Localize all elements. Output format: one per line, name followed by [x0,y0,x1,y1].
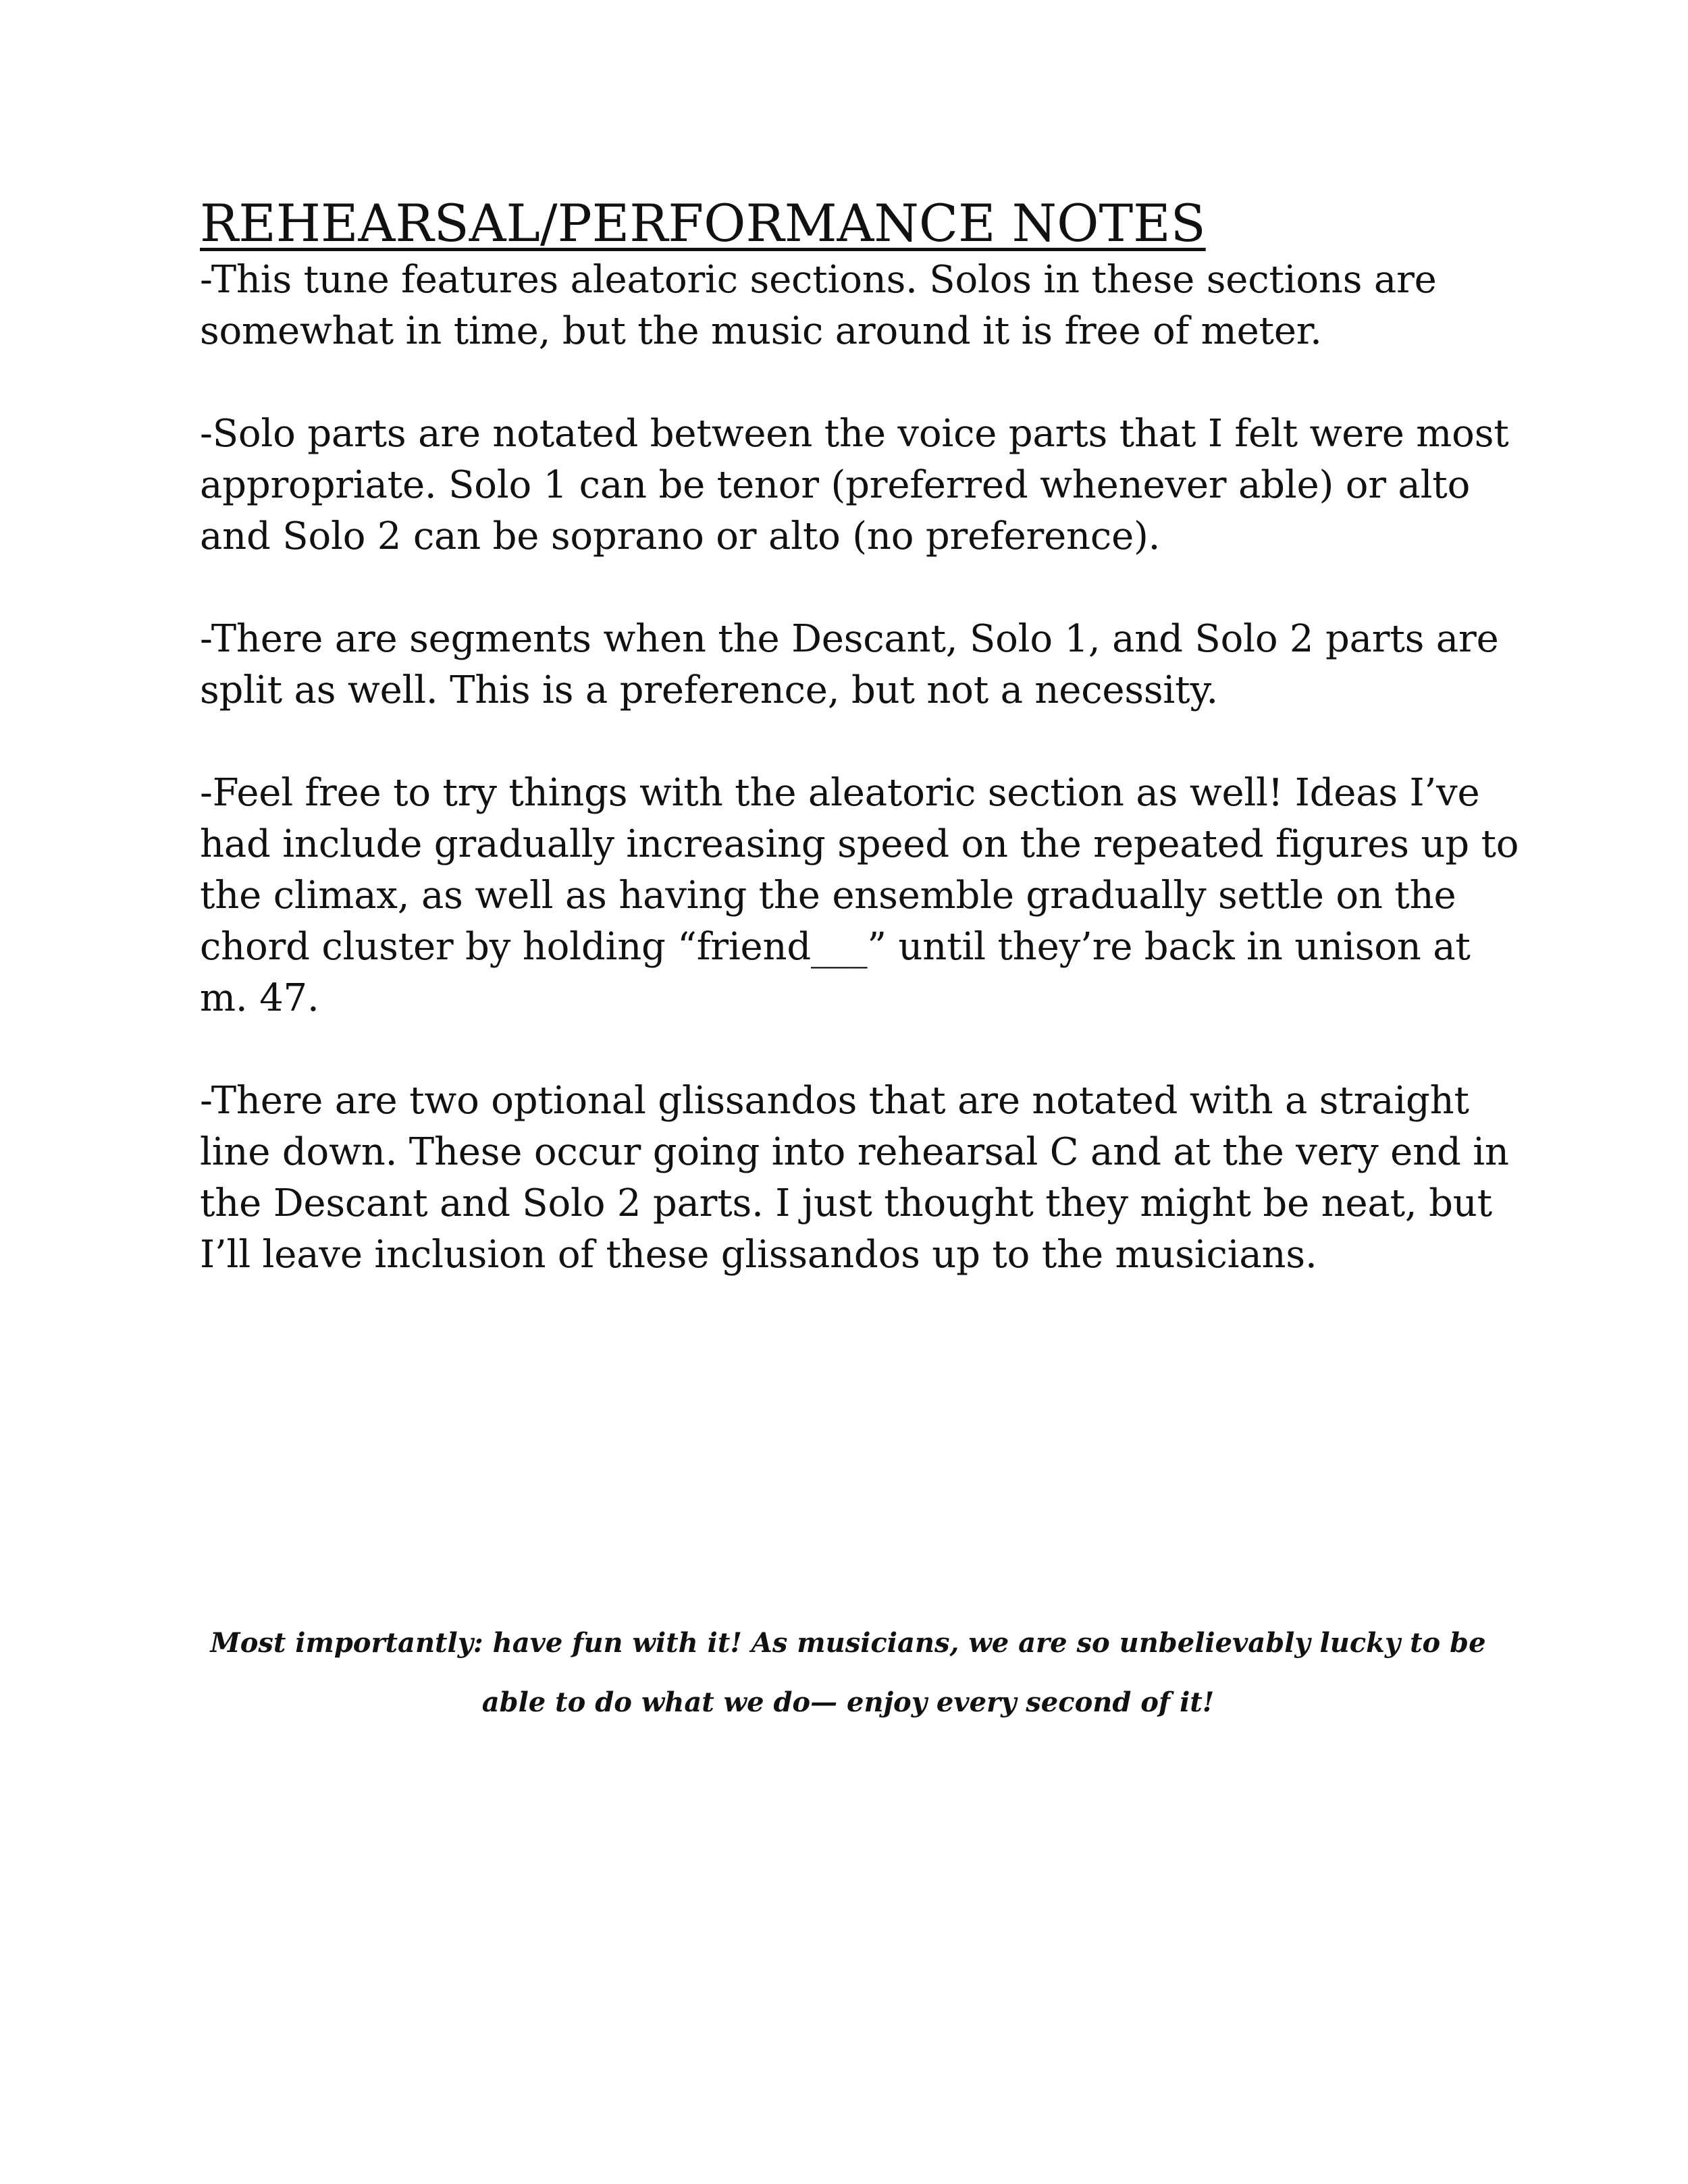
note-paragraph-5: -There are two optional glissandos that are notated with a straight line down. These occur going into rehearsal C and at the very end in the Descant and Solo 2 parts. I just thought they might be neat, but I’ll leave inclusion of these glissandos up to the musicians. [200,1079,1509,1277]
notes-body [200,192,1523,1332]
note-paragraph-4: -Feel free to try things with the aleatoric section as well! Ideas I’ve had include gradually increasing speed on the repeated figures up to the climax, as well as having the ensemble gradually settle on the chord cluster by holding “friend___” until they’re back in unison at m. 47. [200,771,1519,1020]
page-title: REHEARSAL/PERFORMANCE NOTES [200,193,1206,253]
closing-note: Most importantly: have fun with it! As musicians, we are so unbelievably lucky to be able to do what we do— enjoy every second of it! [210,1627,1486,1718]
note-paragraph-3: -There are segments when the Descant, Solo 1, and Solo 2 parts are split as well. This is a preference, but not a necessity. [200,617,1499,712]
note-paragraph-2: -Solo parts are notated between the voice parts that I felt were most appropriate. Solo 1 can be tenor (preferred whenever able) or alto and Solo 2 can be soprano or alto (no preference). [200,412,1509,558]
note-paragraph-1: -This tune features aleatoric sections. Solos in these sections are somewhat in time, but the music around it is free of meter. [200,258,1437,353]
